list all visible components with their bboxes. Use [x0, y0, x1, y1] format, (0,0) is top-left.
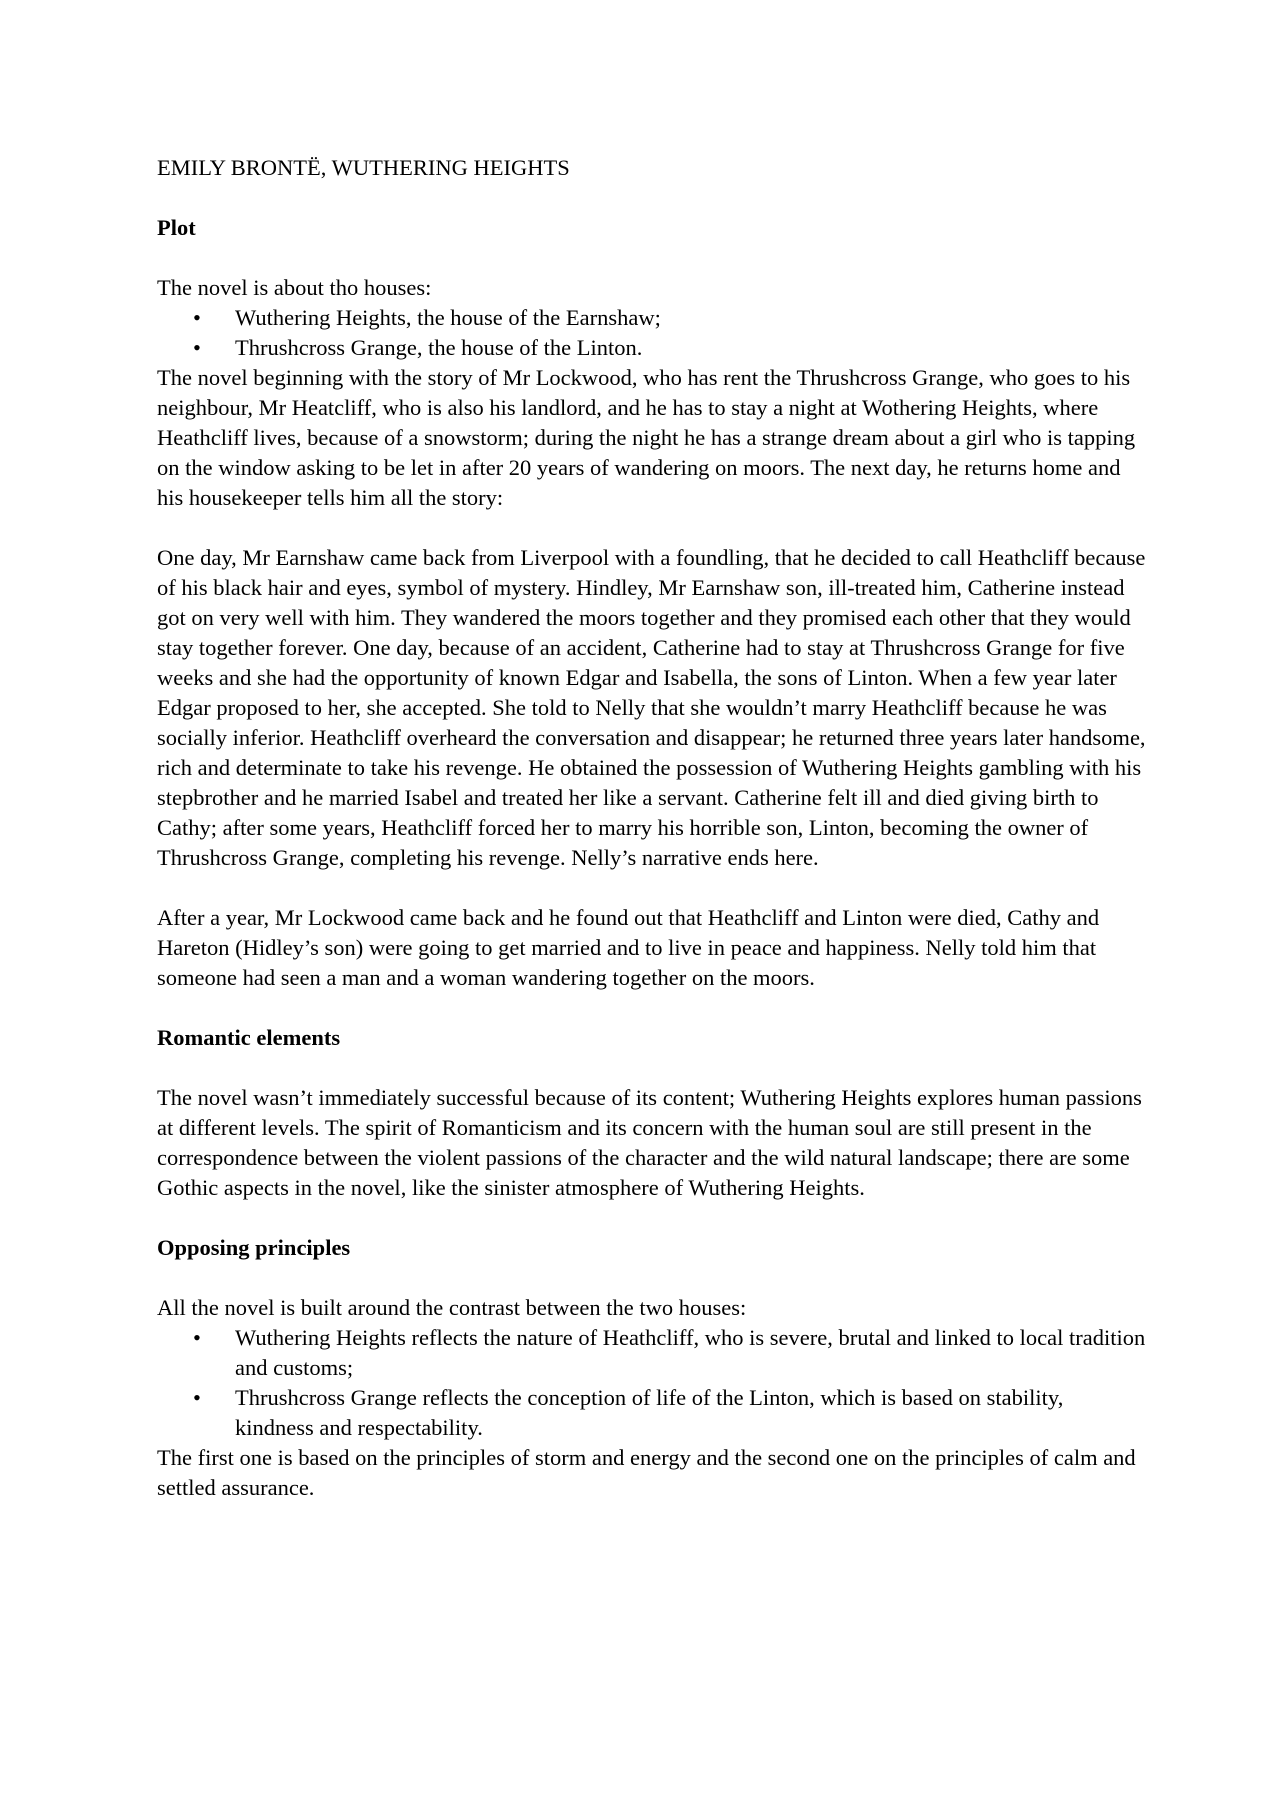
- plot-paragraph-2: One day, Mr Earnshaw came back from Liverpool with a foundling, that he decided to call Heathcliff because of his black hair and eyes, symbol of mystery. Hindley, Mr Earnshaw son, ill-treated him, Catherine instead got on very well with him. They wandered the moors together and they promised each other that they would stay together forever. One day, because of an accident, Catherine had to stay at Thrushcross Grange for five weeks and she had the opportunity of known Edgar and Isabella, the sons of Linton. When a few year later Edgar proposed to her, she accepted. She told to Nelly that she wouldn’t marry Heathcliff because he was socially inferior. Heathcliff overheard the conversation and disappear; he returned three years later handsome, rich and determinate to take his revenge. He obtained the possession of Wuthering Heights gambling with his stepbrother and he married Isabel and treated her like a servant. Catherine felt ill and died giving birth to Cathy; after some years, Heathcliff forced her to marry his horrible son, Linton, becoming the owner of Thrushcross Grange, completing his revenge. Nelly’s narrative ends here.: [157, 545, 1146, 870]
- opposing-intro: All the novel is built around the contrast between the two houses:: [157, 1295, 747, 1320]
- list-item: [157, 1323, 1147, 1383]
- houses-list: [157, 303, 1147, 363]
- opposing-list: [157, 1323, 1147, 1443]
- section-heading-plot: Plot: [157, 215, 196, 240]
- list-item: [157, 333, 1147, 363]
- romantic-paragraph: The novel wasn’t immediately successful because of its content; Wuthering Heights explores human passions at different levels. The spirit of Romanticism and its concern with the human soul are still present in the correspondence between the violent passions of the character and the wild natural landscape; there are some Gothic aspects in the novel, like the sinister atmosphere of Wuthering Heights.: [157, 1085, 1142, 1200]
- section-heading-romantic-elements: Romantic elements: [157, 1025, 341, 1050]
- plot-intro: The novel is about tho houses:: [157, 275, 432, 300]
- list-item-text: Thrushcross Grange reflects the conception of life of the Linton, which is based on stability, kindness and respectability.: [235, 1385, 1064, 1440]
- bullet-icon: •: [193, 305, 201, 330]
- list-item-text: Wuthering Heights reflects the nature of Heathcliff, who is severe, brutal and linked to local tradition and customs;: [235, 1325, 1146, 1380]
- document-page: [157, 153, 1147, 1503]
- bullet-icon: •: [193, 335, 201, 360]
- opposing-conclusion: The first one is based on the principles of storm and energy and the second one on the principles of calm and settled assurance.: [157, 1445, 1136, 1500]
- bullet-icon: •: [193, 1325, 201, 1350]
- list-item: [157, 303, 1147, 333]
- document-title: EMILY BRONTË, WUTHERING HEIGHTS: [157, 155, 570, 180]
- section-heading-opposing-principles: Opposing principles: [157, 1235, 351, 1260]
- plot-paragraph-3: After a year, Mr Lockwood came back and he found out that Heathcliff and Linton were died, Cathy and Hareton (Hidley’s son) were going to get married and to live in peace and happiness. Nelly told him that someone had seen a man and a woman wandering together on the moors.: [157, 905, 1100, 990]
- plot-paragraph-1: The novel beginning with the story of Mr Lockwood, who has rent the Thrushcross Grange, who goes to his neighbour, Mr Heatcliff, who is also his landlord, and he has to stay a night at Wothering Heights, where Heathcliff lives, because of a snowstorm; during the night he has a strange dream about a girl who is tapping on the window asking to be let in after 20 years of wandering on moors. The next day, he returns home and his housekeeper tells him all the story:: [157, 365, 1136, 510]
- bullet-icon: •: [193, 1385, 201, 1410]
- list-item-text: Thrushcross Grange, the house of the Linton.: [235, 335, 643, 360]
- list-item: [157, 1383, 1147, 1443]
- list-item-text: Wuthering Heights, the house of the Earnshaw;: [235, 305, 661, 330]
